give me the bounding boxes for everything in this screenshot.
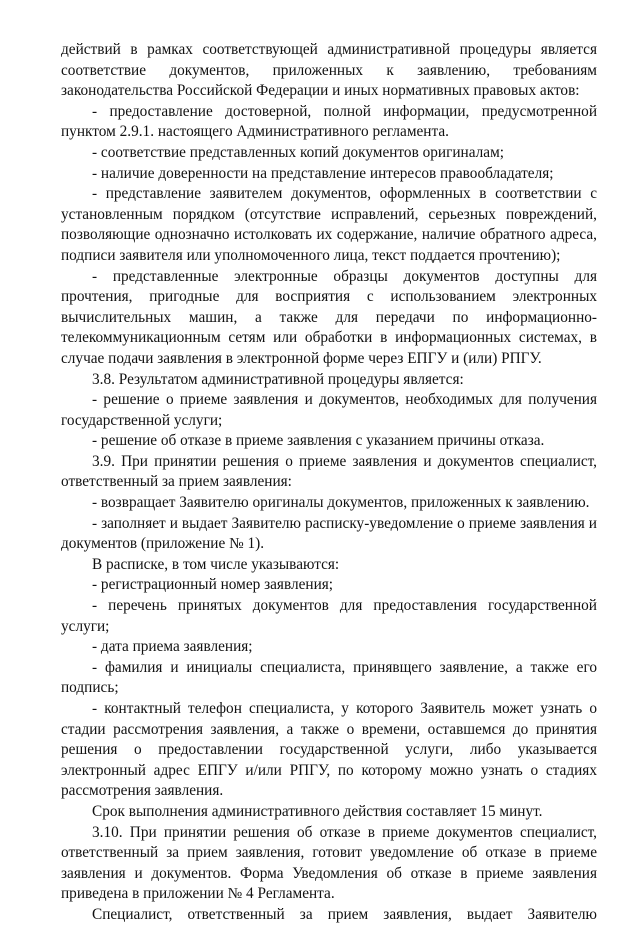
- list-item-copies-match-originals: - соответствие представленных копий документов оригиналам;: [92, 143, 505, 161]
- list-item-power-of-attorney: - наличие доверенности на представление интересов правообладателя;: [92, 164, 554, 182]
- list-item-issue-receipt: - заполняет и выдает Заявителю расписку-уведомление о приеме заявления и документов (приложение № 1).: [61, 514, 597, 553]
- list-item-registration-number: - регистрационный номер заявления;: [92, 576, 334, 594]
- list-item-electronic-documents: - представленные электронные образцы документов доступны для прочтения, пригодные для восприятия с использованием электронных вычислительных машин, а также для передачи по информационно-телекоммуникационным сетям или обработки в информационных системах, в случае подачи заявления в электронной форме через ЕПГУ и (или) РПГУ.: [61, 267, 597, 367]
- list-item-acceptance-decision: - решение о приеме заявления и документов, необходимых для получения государственной услуги;: [61, 391, 597, 429]
- paragraph-specialist-issues: Специалист, ответственный за прием заявления, выдает Заявителю: [92, 905, 597, 923]
- receipt-contents-intro: В расписке, в том числе указываются:: [92, 555, 340, 573]
- list-item-specialist-name: - фамилия и инициалы специалиста, принявщего заявление, а также его подпись;: [61, 658, 597, 697]
- section-3-9-paragraph: 3.9. При принятии решения о приеме заявления и документов специалист, ответственный за прием заявления:: [61, 452, 597, 491]
- list-item-accepted-documents: - перечень принятых документов для предоставления государственной услуги;: [61, 597, 597, 635]
- section-3-10-paragraph: 3.10. При принятии решения об отказе в приеме документов специалист, ответственный за прием заявления, готовит уведомление об отказе в приеме заявления и документов. Форма Уведомления об отказе в приеме заявления приведена в приложении № 4 Регламента.: [61, 823, 597, 903]
- list-item-return-originals: - возвращает Заявителю оригиналы документов, приложенных к заявлению.: [92, 494, 590, 512]
- document-body: [61, 40, 597, 926]
- list-item-documents-format: - представление заявителем документов, оформленных в соответствии с установленным порядком (отсутствие исправлений, серьезных повреждений, позволяющие однозначно истолковать их содержание, наличие обратного адреса, подписи заявителя или уполномоченного лица, текст поддается прочтению);: [61, 185, 597, 264]
- list-item-contact-phone: - контактный телефон специалиста, у которого Заявитель может узнать о стадии рассмотрения заявления, а также о времени, оставшемся до принятия решения о предоставлении государственной услуги, либо указывается электронный адрес ЕПГУ и/или РПГУ, по которому можно узнать о стадиях рассмотрения заявления.: [61, 700, 597, 800]
- section-3-8-heading: 3.8. Результатом административной процедуры является:: [92, 370, 464, 388]
- paragraph-eligibility-criteria: действий в рамках соответствующей административной процедуры является соответствие документов, приложенных к заявлению, требованиям законодательства Российской Федерации и иных нормативных правовых актов:: [61, 41, 597, 100]
- list-item-reliable-information: - предоставление достоверной, полной информации, предусмотренной пунктом 2.9.1. настоящего Административного регламента.: [61, 102, 597, 141]
- list-item-acceptance-date: - дата приема заявления;: [92, 638, 253, 656]
- list-item-refusal-decision: - решение об отказе в приеме заявления с указанием причины отказа.: [92, 432, 545, 450]
- action-duration-paragraph: Срок выполнения административного действия составляет 15 минут.: [92, 802, 543, 820]
